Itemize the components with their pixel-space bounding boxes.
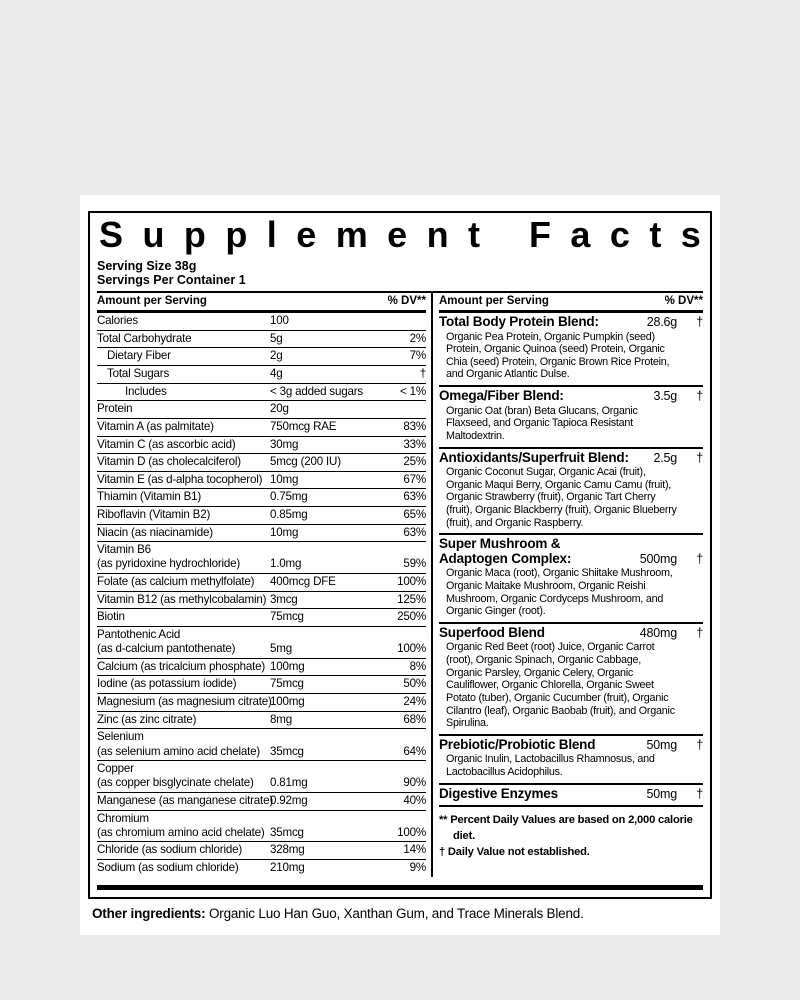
nutrient-name-line2: (as selenium amino acid chelate) xyxy=(97,744,261,758)
nutrient-daily-value: 125% xyxy=(397,592,426,606)
nutrient-name-line2: (as d-calcium pantothenate) xyxy=(97,642,236,656)
blend-section xyxy=(439,624,703,736)
nutrient-row xyxy=(97,676,426,694)
nutrient-row xyxy=(97,860,426,877)
nutrient-name: Total Sugars xyxy=(107,366,170,380)
blend-section xyxy=(439,535,703,624)
nutrient-name: Vitamin B12 (as methylcobalamin) xyxy=(97,592,267,606)
nutrient-daily-value: 50% xyxy=(403,677,426,691)
nutrient-daily-value: 90% xyxy=(403,776,426,790)
blend-daily-value: † xyxy=(696,315,703,330)
nutrient-name: Total Carbohydrate xyxy=(97,331,192,345)
blend-name: Super Mushroom & Adaptogen Complex: xyxy=(439,537,640,566)
nutrient-name: Chromium (as chromium amino acid chelate) xyxy=(97,812,270,840)
nutrient-row xyxy=(97,609,426,627)
nutrient-row xyxy=(97,437,426,455)
nutrient-name: Protein xyxy=(97,402,133,416)
blend-amount: 3.5g xyxy=(653,389,677,404)
blend-daily-value: † xyxy=(696,389,703,404)
nutrient-row xyxy=(97,331,426,349)
nutrient-row xyxy=(97,454,426,472)
servings-per-container: Servings Per Container 1 xyxy=(97,273,246,288)
nutrient-row xyxy=(97,659,426,677)
blend-name: Total Body Protein Blend: xyxy=(439,314,599,330)
nutrient-name: Magnesium (as magnesium citrate) xyxy=(97,695,272,709)
blend-header xyxy=(439,738,703,753)
nutrient-row xyxy=(97,401,426,419)
blend-ingredients: Organic Oat (bran) Beta Glucans, Organic Flaxseed, and Organic Tapioca Resistant Maltodextrin. xyxy=(446,404,638,442)
nutrient-name: Zinc (as zinc citrate) xyxy=(97,712,197,726)
nutrient-name: Dietary Fiber xyxy=(107,349,171,363)
nutrient-daily-value: 100% xyxy=(397,575,426,589)
nutrient-daily-value: 250% xyxy=(397,610,426,624)
nutrient-row xyxy=(97,542,426,574)
nutrient-daily-value: 8% xyxy=(409,659,426,673)
blend-daily-value: † xyxy=(696,551,703,566)
facts-columns xyxy=(97,291,703,876)
nutrient-daily-value: 65% xyxy=(403,508,426,522)
supplement-facts-panel xyxy=(88,211,712,899)
nutrient-daily-value: 14% xyxy=(403,843,426,857)
nutrient-daily-value: 63% xyxy=(403,525,426,539)
nutrient-amount: 100mg xyxy=(270,659,305,673)
nutrient-daily-value: 83% xyxy=(403,419,426,433)
nutrient-amount: 75mcg xyxy=(270,610,304,624)
blend-daily-value: † xyxy=(696,450,703,465)
nutrient-name-line2: (as pyridoxine hydrochloride) xyxy=(97,557,241,571)
nutrient-row xyxy=(97,489,426,507)
nutrient-name: Biotin xyxy=(97,610,125,624)
nutrient-amount: 210mg xyxy=(270,861,305,875)
footnote-percent-dv: ** Percent Daily Values are based on 2,000 calorie diet. xyxy=(439,814,693,842)
nutrient-name: Vitamin C (as ascorbic acid) xyxy=(97,437,236,451)
nutrient-row xyxy=(97,729,426,761)
blend-name-line2: Adaptogen Complex: xyxy=(439,550,572,566)
nutrient-amount: 30mg xyxy=(270,437,299,451)
blend-ingredients: Organic Pea Protein, Organic Pumpkin (seed) Protein, Organic Quinoa (seed) Protein, Organic Chia (seed) Protein, Organic Brown Rice Protein, and Organic Atlantic Dulse. xyxy=(446,330,670,381)
blend-section xyxy=(439,785,703,808)
label-bottom-bar xyxy=(97,885,703,890)
nutrient-amount: 0.85mg xyxy=(270,508,308,522)
nutrient-amount: < 3g added sugars xyxy=(270,384,363,398)
nutrient-amount: 2g xyxy=(270,349,283,363)
nutrient-daily-value: 59% xyxy=(403,557,426,571)
nutrient-name: Vitamin B6 (as pyridoxine hydrochloride) xyxy=(97,543,270,571)
nutrient-row xyxy=(97,384,426,402)
nutrient-name: Manganese (as manganese citrate) xyxy=(97,793,273,807)
nutrient-daily-value: 67% xyxy=(403,472,426,486)
nutrient-amount: 1.0mg xyxy=(270,557,302,571)
left-amount-per-serving-header: Amount per Serving xyxy=(97,295,207,308)
nutrient-row xyxy=(97,793,426,811)
nutrient-amount: 0.81mg xyxy=(270,776,308,790)
nutrient-daily-value: 63% xyxy=(403,490,426,504)
nutrient-name: Vitamin A (as palmitate) xyxy=(97,419,214,433)
nutrients-column xyxy=(97,293,433,876)
blend-amount: 28.6g xyxy=(646,315,677,330)
right-dv-header: % DV** xyxy=(664,295,703,308)
blend-header xyxy=(439,389,703,404)
blend-header xyxy=(439,315,703,330)
nutrient-daily-value: 24% xyxy=(403,695,426,709)
blend-section xyxy=(439,387,703,448)
blend-header xyxy=(439,626,703,641)
blend-name: Superfood Blend xyxy=(439,624,545,640)
blend-header xyxy=(439,537,703,566)
blend-name: Prebiotic/Probiotic Blend xyxy=(439,736,596,752)
nutrient-name: Riboflavin (Vitamin B2) xyxy=(97,508,211,522)
nutrient-amount: 35mcg xyxy=(270,825,304,839)
blend-amount: 50mg xyxy=(646,786,677,801)
nutrient-name: Sodium (as sodium chloride) xyxy=(97,861,239,875)
other-ingredients-label: Other ingredients: xyxy=(92,905,206,921)
nutrient-row xyxy=(97,366,426,384)
nutrient-row xyxy=(97,627,426,659)
nutrient-amount: 3mcg xyxy=(270,592,298,606)
nutrient-name: Folate (as calcium methylfolate) xyxy=(97,575,255,589)
nutrient-daily-value: 2% xyxy=(409,331,426,345)
nutrient-daily-value: 25% xyxy=(403,455,426,469)
nutrient-row xyxy=(97,811,426,843)
blend-daily-value: † xyxy=(696,737,703,752)
other-ingredients-text: Organic Luo Han Guo, Xanthan Gum, and Trace Minerals Blend. xyxy=(205,905,584,921)
nutrient-amount: 20g xyxy=(270,402,289,416)
left-column-header xyxy=(97,293,426,313)
nutrient-name-line2: (as copper bisglycinate chelate) xyxy=(97,776,254,790)
nutrient-name: Niacin (as niacinamide) xyxy=(97,525,213,539)
nutrient-row xyxy=(97,694,426,712)
nutrient-daily-value: < 1% xyxy=(400,384,426,398)
nutrient-amount: 100mg xyxy=(270,695,305,709)
blend-amount: 50mg xyxy=(646,737,677,752)
blend-daily-value: † xyxy=(696,625,703,640)
nutrient-daily-value: 68% xyxy=(403,712,426,726)
nutrient-row xyxy=(97,472,426,490)
blend-daily-value: † xyxy=(696,786,703,801)
blend-section xyxy=(439,736,703,785)
nutrient-row xyxy=(97,348,426,366)
nutrient-daily-value: 40% xyxy=(403,793,426,807)
blend-ingredients: Organic Red Beet (root) Juice, Organic Carrot (root), Organic Spinach, Organic Cabbage, Organic Parsley, Organic Celery, Organic Cauliflower, Organic Chlorella, Organic Sweet Potato (tuber), Organic Cucumber (fruit), Organic Cilantro (leaf), Organic Baobab (fruit), and Organic Spirulina. xyxy=(446,641,675,730)
nutrient-amount: 0.75mg xyxy=(270,490,308,504)
nutrient-row xyxy=(97,592,426,610)
nutrient-amount: 8mg xyxy=(270,712,292,726)
nutrient-daily-value: 9% xyxy=(409,861,426,875)
nutrient-amount: 0.92mg xyxy=(270,793,308,807)
nutrient-amount: 100 xyxy=(270,314,289,328)
nutrient-row xyxy=(97,507,426,525)
blend-section xyxy=(439,449,703,536)
right-column-header xyxy=(439,293,703,313)
nutrient-amount: 4g xyxy=(270,366,283,380)
nutrient-amount: 75mcg xyxy=(270,677,304,691)
nutrient-daily-value: 7% xyxy=(409,349,426,363)
nutrient-row xyxy=(97,525,426,543)
blend-amount: 2.5g xyxy=(653,450,677,465)
nutrient-amount: 400mcg DFE xyxy=(270,575,336,589)
nutrient-name: Includes xyxy=(125,384,167,398)
nutrient-name: Vitamin E (as d-alpha tocopherol) xyxy=(97,472,263,486)
nutrient-row xyxy=(97,842,426,860)
nutrient-row xyxy=(97,712,426,730)
nutrient-daily-value: † xyxy=(419,366,426,380)
blend-amount: 500mg xyxy=(639,551,677,566)
nutrient-name: Iodine (as potassium iodide) xyxy=(97,677,237,691)
serving-size: Serving Size 38g xyxy=(97,258,197,273)
blend-name: Omega/Fiber Blend: xyxy=(439,388,564,404)
nutrient-row xyxy=(97,761,426,793)
blend-name: Antioxidants/Superfruit Blend: xyxy=(439,449,629,465)
nutrient-name: Selenium (as selenium amino acid chelate) xyxy=(97,730,270,758)
nutrient-name: Vitamin D (as cholecalciferol) xyxy=(97,455,241,469)
footnote-dagger: † Daily Value not established. xyxy=(439,845,590,858)
nutrient-name: Thiamin (Vitamin B1) xyxy=(97,490,202,504)
nutrient-daily-value: 100% xyxy=(397,825,426,839)
blend-name: Digestive Enzymes xyxy=(439,785,558,801)
nutrient-name: Pantothenic Acid (as d-calcium pantothenate) xyxy=(97,628,270,656)
left-dv-header: % DV** xyxy=(387,295,426,308)
nutrient-amount: 328mg xyxy=(270,843,305,857)
nutrient-row xyxy=(97,313,426,331)
nutrient-amount: 35mcg xyxy=(270,744,304,758)
nutrient-name: Copper (as copper bisglycinate chelate) xyxy=(97,762,270,790)
nutrient-name: Calcium (as tricalcium phosphate) xyxy=(97,659,266,673)
nutrient-row xyxy=(97,419,426,437)
blend-ingredients: Organic Inulin, Lactobacillus Rhamnosus, and Lactobacillus Acidophilus. xyxy=(446,753,655,779)
blend-section xyxy=(439,313,703,387)
nutrient-name: Chloride (as sodium chloride) xyxy=(97,843,242,857)
supplement-facts-title: S u p p l e m e n t F a c t s xyxy=(99,214,701,255)
nutrient-name-line2: (as chromium amino acid chelate) xyxy=(97,825,265,839)
blend-header xyxy=(439,451,703,466)
nutrient-amount: 10mg xyxy=(270,472,299,486)
nutrient-amount: 5mg xyxy=(270,642,292,656)
nutrient-amount: 750mcg RAE xyxy=(270,419,337,433)
blends-column xyxy=(433,293,703,876)
footnotes xyxy=(439,807,703,862)
blend-amount: 480mg xyxy=(639,625,677,640)
blend-ingredients: Organic Coconut Sugar, Organic Acai (fruit), Organic Maqui Berry, Organic Camu Camu (fruit), Organic Strawberry (fruit), Organic Tart Cherry (fruit), Organic Blackberry (fruit), Organic Blueberry (fruit), and Organic Raspberry. xyxy=(446,466,677,529)
nutrient-daily-value: 100% xyxy=(397,642,426,656)
other-ingredients xyxy=(92,906,708,921)
nutrient-row xyxy=(97,574,426,592)
nutrient-amount: 5mcg (200 IU) xyxy=(270,455,341,469)
right-amount-per-serving-header: Amount per Serving xyxy=(439,295,549,308)
nutrient-name: Calories xyxy=(97,314,138,328)
nutrient-daily-value: 33% xyxy=(403,437,426,451)
blend-header xyxy=(439,787,703,802)
nutrient-daily-value: 64% xyxy=(403,744,426,758)
blend-ingredients: Organic Maca (root), Organic Shiitake Mushroom, Organic Maitake Mushroom, Organic Reishi Mushroom, Organic Cordyceps Mushroom, and Organic Ginger (root). xyxy=(446,567,673,618)
label-card xyxy=(80,195,720,935)
nutrient-amount: 5g xyxy=(270,331,283,345)
nutrient-amount: 10mg xyxy=(270,525,299,539)
